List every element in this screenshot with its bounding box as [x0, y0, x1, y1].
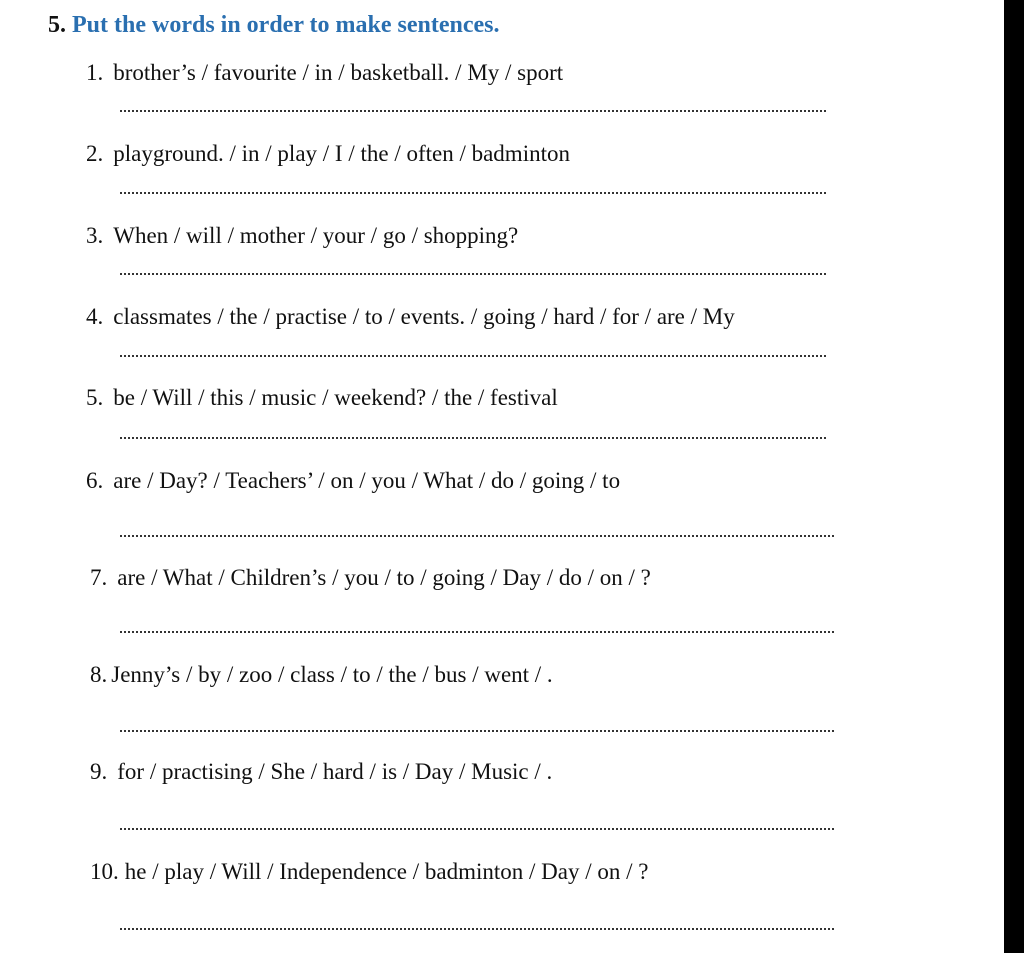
item-words: Jenny’s / by / zoo / class / to / the / bus / went / . — [111, 662, 553, 687]
item-prompt — [86, 139, 570, 169]
item-words: classmates / the / practise / to / events. / going / hard / for / are / My — [113, 304, 735, 329]
exercise-instruction: Put the words in order to make sentences. — [72, 12, 500, 38]
item-words: are / What / Children’s / you / to / going / Day / do / on / ? — [117, 565, 651, 590]
answer-line[interactable] — [120, 828, 834, 830]
item-words: are / Day? / Teachers’ / on / you / What / do / going / to — [113, 468, 621, 493]
item-number: 1. — [86, 60, 104, 85]
answer-line[interactable] — [120, 535, 834, 537]
item-words: for / practising / She / hard / is / Day / Music / . — [117, 759, 553, 784]
item-words: When / will / mother / your / go / shopping? — [113, 223, 519, 248]
item-prompt — [90, 563, 651, 593]
item-number: 8. — [90, 662, 108, 687]
item-words: be / Will / this / music / weekend? / the / festival — [113, 385, 558, 410]
answer-line[interactable] — [120, 355, 826, 357]
item-number: 3. — [86, 223, 104, 248]
item-prompt — [90, 857, 648, 887]
item-words: brother’s / favourite / in / basketball. / My / sport — [113, 60, 564, 85]
item-prompt — [86, 302, 735, 332]
item-words: he / play / Will / Independence / badminton / Day / on / ? — [124, 859, 649, 884]
item-number: 7. — [90, 565, 108, 590]
item-prompt — [86, 221, 518, 251]
item-prompt — [90, 660, 553, 690]
exercise-number: 5. — [48, 12, 66, 38]
answer-line[interactable] — [120, 110, 826, 112]
answer-line[interactable] — [120, 437, 826, 439]
item-prompt — [86, 383, 558, 413]
item-number: 9. — [90, 759, 108, 784]
answer-line[interactable] — [120, 928, 834, 930]
answer-line[interactable] — [120, 631, 834, 633]
item-prompt — [86, 58, 563, 88]
answer-line[interactable] — [120, 192, 826, 194]
exercise-title — [48, 8, 500, 42]
item-prompt — [86, 466, 620, 496]
item-prompt — [90, 757, 552, 787]
item-words: playground. / in / play / I / the / often / badminton — [113, 141, 570, 166]
item-number: 5. — [86, 385, 104, 410]
answer-line[interactable] — [120, 273, 826, 275]
item-number: 6. — [86, 468, 104, 493]
item-number: 4. — [86, 304, 104, 329]
answer-line[interactable] — [120, 730, 834, 732]
item-number: 10. — [90, 859, 119, 884]
item-number: 2. — [86, 141, 104, 166]
